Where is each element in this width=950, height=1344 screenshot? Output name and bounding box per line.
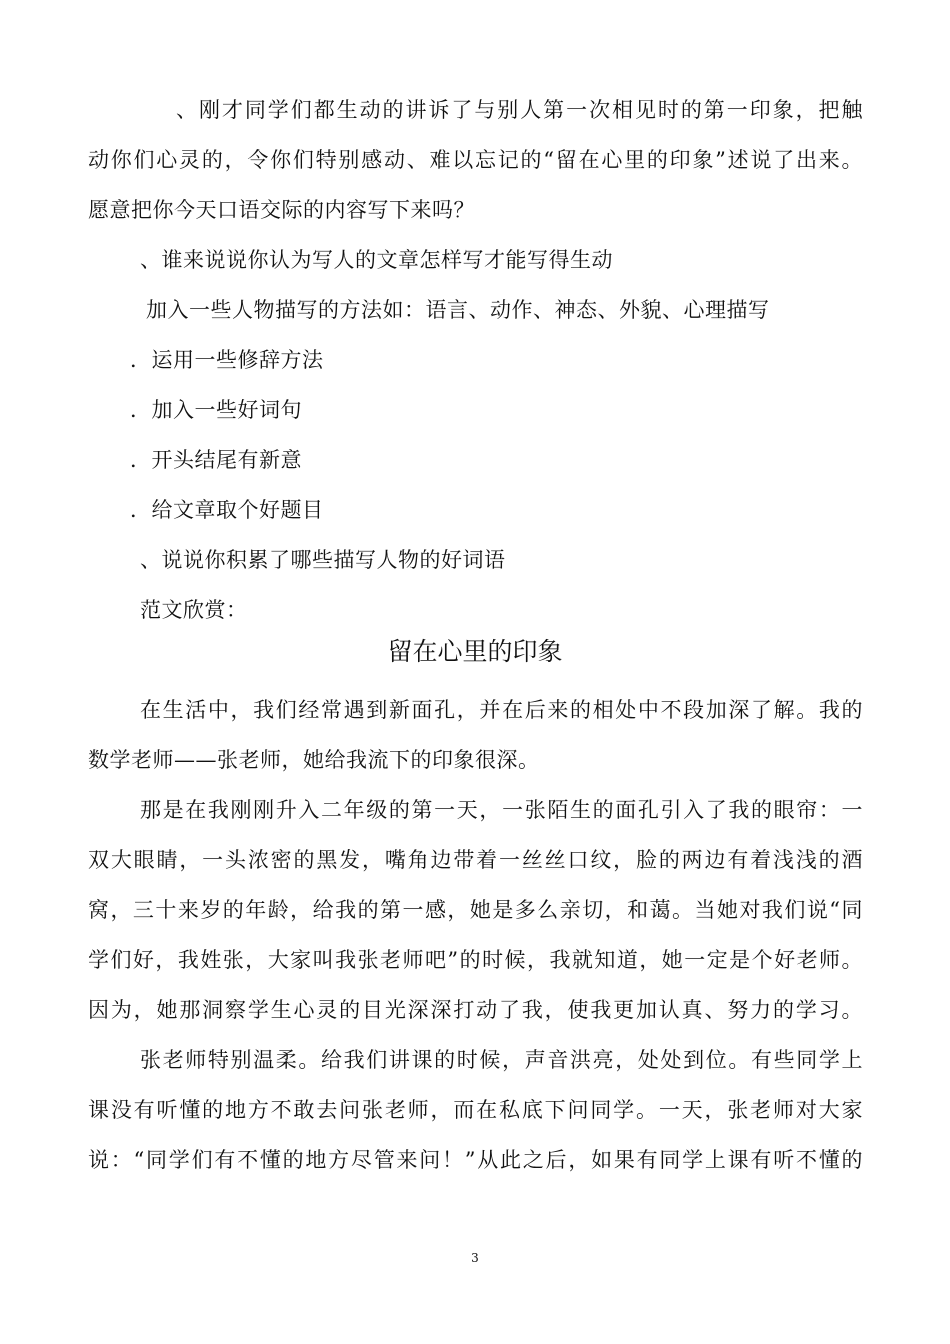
text-line: 、说说你积累了哪些描写人物的好词语 [140, 548, 506, 572]
page-number: 3 [471, 1251, 479, 1265]
essay-line: 说：“同学们有不懂的地方尽管来问！”从此之后，如果有同学上课有听不懂的 [88, 1148, 863, 1172]
essay-line: 因为，她那洞察学生心灵的目光深深打动了我，使我更加认真、努力的学习。 [88, 998, 863, 1022]
text-line: 愿意把你今天口语交际的内容写下来吗？ [88, 198, 475, 222]
essay-line: 学们好，我姓张，大家叫我张老师吧”的时候，我就知道，她一定是个好老师。 [88, 948, 863, 972]
essay-line: 课没有听懂的地方不敢去问张老师，而在私底下问同学。一天，张老师对大家 [88, 1098, 863, 1122]
essay-line: 在生活中，我们经常遇到新面孔，并在后来的相处中不段加深了解。我的 [140, 698, 863, 722]
text-line: 、谁来说说你认为写人的文章怎样写才能写得生动 [140, 248, 613, 272]
essay-title: 留在心里的印象 [387, 637, 563, 666]
text-line: 、刚才同学们都生动的讲诉了与别人第一次相见时的第一印象，把触 [176, 98, 863, 122]
text-line: 加入一些人物描写的方法如：语言、动作、神态、外貌、心理描写 [146, 298, 770, 322]
list-item: ．开头结尾有新意 [130, 448, 302, 472]
text-line: 范文欣赏： [140, 598, 248, 622]
essay-line: 数学老师——张老师，她给我流下的印象很深。 [88, 748, 540, 772]
essay-line: 那是在我刚刚升入二年级的第一天，一张陌生的面孔引入了我的眼帘：一 [140, 798, 863, 822]
essay-line: 双大眼睛，一头浓密的黑发，嘴角边带着一丝丝口纹，脸的两边有着浅浅的酒 [88, 848, 863, 872]
list-item: ．运用一些修辞方法 [130, 348, 324, 372]
list-item: ．给文章取个好题目 [130, 498, 324, 522]
essay-line: 张老师特别温柔。给我们讲课的时候，声音洪亮，处处到位。有些同学上 [140, 1048, 863, 1072]
list-item: ．加入一些好词句 [130, 398, 302, 422]
text-line: 动你们心灵的，令你们特别感动、难以忘记的“留在心里的印象”述说了出来。 [88, 148, 863, 172]
essay-line: 窝，三十来岁的年龄，给我的第一感，她是多么亲切，和蔼。当她对我们说“同 [88, 898, 863, 922]
